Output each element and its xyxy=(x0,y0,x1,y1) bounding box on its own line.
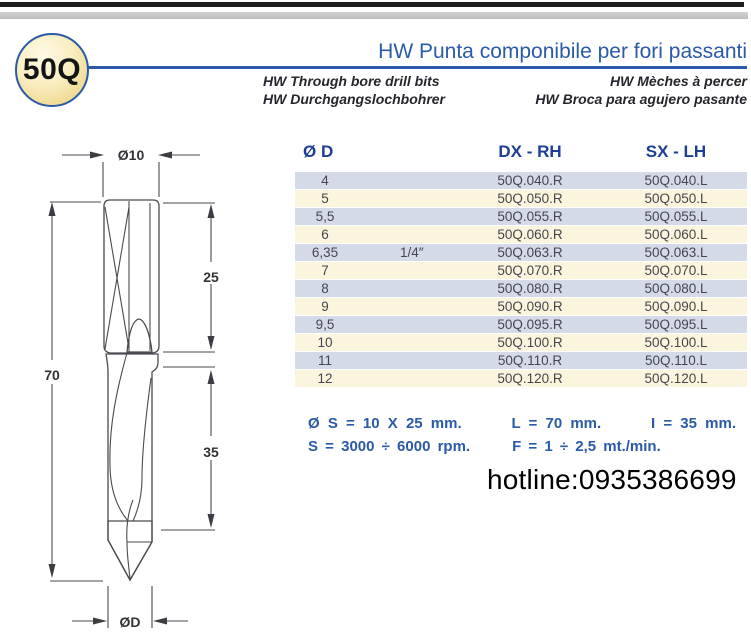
dx-code-cell: 50Q.050.R xyxy=(497,191,563,206)
subtitle-spanish: HW Broca para agujero pasante xyxy=(535,91,747,107)
spec-line xyxy=(308,415,736,438)
col-header-diameter: Ø D xyxy=(303,142,334,161)
sx-code-cell: 50Q.040.L xyxy=(644,173,708,188)
table-row xyxy=(295,352,747,369)
dx-code-cell: 50Q.100.R xyxy=(497,335,563,350)
dx-code-cell: 50Q.090.R xyxy=(497,299,563,314)
sx-code-cell: 50Q.090.L xyxy=(644,299,708,314)
dim-label-shank-length: 25 xyxy=(203,269,219,285)
arrowhead xyxy=(158,152,172,159)
subtitle-row xyxy=(263,91,747,109)
arrowhead xyxy=(90,152,104,159)
dim-label-overall-length: 70 xyxy=(44,367,60,383)
dim-label-tip-diameter: ØD xyxy=(119,614,141,630)
subtitle-english: HW Through bore drill bits xyxy=(263,73,440,89)
inch-cell xyxy=(355,208,455,225)
table-header-row xyxy=(295,142,747,172)
arrowhead xyxy=(93,618,107,625)
sx-code-cell: 50Q.060.L xyxy=(644,227,708,242)
parts-table xyxy=(295,142,747,388)
inch-cell xyxy=(355,172,455,189)
spec-line xyxy=(308,438,736,461)
dim-label-flute-length: 35 xyxy=(203,444,219,460)
diameter-cell: 5 xyxy=(321,191,329,206)
arrowhead xyxy=(49,202,56,216)
top-black-bar xyxy=(0,2,744,7)
dx-code-cell: 50Q.120.R xyxy=(497,371,563,386)
flute-spiral xyxy=(110,353,128,521)
title-underline xyxy=(72,66,747,69)
page-title: HW Punta componibile per fori passanti xyxy=(378,40,747,63)
dx-code-cell: 50Q.110.R xyxy=(497,353,563,368)
sx-code-cell: 50Q.100.L xyxy=(644,335,708,350)
inch-cell xyxy=(355,226,455,243)
table-row xyxy=(295,280,747,297)
col-header-dx-rh: DX - RH xyxy=(498,142,562,161)
sx-code-cell: 50Q.095.L xyxy=(644,317,708,332)
dx-code-cell: 50Q.095.R xyxy=(497,317,563,332)
sx-code-cell: 50Q.080.L xyxy=(644,281,708,296)
dx-code-cell: 50Q.055.R xyxy=(497,209,563,224)
hotline-watermark: hotline:0935386699 xyxy=(487,464,737,495)
dim-label-shank-diameter: Ø10 xyxy=(117,147,145,163)
spec-flute-length: I = 35 mm. xyxy=(651,415,736,432)
arrowhead xyxy=(49,564,56,578)
diameter-cell: 11 xyxy=(317,353,332,368)
diameter-cell: 12 xyxy=(317,371,333,386)
diameter-cell: 10 xyxy=(317,335,333,350)
subtitle-german: HW Durchgangslochbohrer xyxy=(263,91,446,107)
sx-code-cell: 50Q.055.L xyxy=(644,209,708,224)
inch-cell: 1/4″ xyxy=(400,245,424,260)
sx-code-cell: 50Q.063.L xyxy=(644,245,708,260)
inch-cell xyxy=(355,334,455,351)
inch-cell xyxy=(355,298,455,315)
table-row xyxy=(295,172,747,189)
product-code-badge xyxy=(15,33,89,107)
arrowhead xyxy=(208,370,215,384)
dx-code-cell: 50Q.060.R xyxy=(497,227,563,242)
diameter-cell: 5,5 xyxy=(315,209,335,224)
table-row xyxy=(295,334,747,351)
inch-cell xyxy=(355,262,455,279)
table-row xyxy=(295,190,747,207)
arrowhead xyxy=(153,618,167,625)
drill-tip xyxy=(108,521,152,580)
sx-code-cell: 50Q.110.L xyxy=(644,353,708,368)
table-row xyxy=(295,226,747,243)
top-gray-bar xyxy=(0,12,748,19)
diameter-cell: 9 xyxy=(321,299,329,314)
flute-spiral xyxy=(133,378,151,521)
diameter-cell: 4 xyxy=(321,173,329,188)
spec-shank: Ø S = 10 X 25 mm. xyxy=(308,415,462,432)
table-row xyxy=(295,208,747,225)
sx-code-cell: 50Q.070.L xyxy=(644,263,708,278)
table-row xyxy=(295,262,747,279)
table-row xyxy=(295,370,747,387)
table-row xyxy=(295,298,747,315)
sx-code-cell: 50Q.050.L xyxy=(644,191,708,206)
col-header-sx-lh: SX - LH xyxy=(645,142,707,161)
inch-cell xyxy=(355,316,455,333)
dx-code-cell: 50Q.070.R xyxy=(497,263,563,278)
dx-code-cell: 50Q.040.R xyxy=(497,173,563,188)
inch-cell xyxy=(355,280,455,297)
flute-arch xyxy=(127,319,152,352)
diameter-cell: 7 xyxy=(321,263,329,278)
arrowhead xyxy=(208,514,215,528)
diameter-cell: 6 xyxy=(321,227,329,242)
spec-overall-length: L = 70 mm. xyxy=(511,415,602,432)
diameter-cell: 8 xyxy=(321,281,329,296)
spec-speed: S = 3000 ÷ 6000 rpm. xyxy=(308,438,471,455)
diameter-cell: 9,5 xyxy=(315,317,335,332)
table-row xyxy=(295,316,747,333)
product-code-label: 50Q xyxy=(22,53,82,86)
inch-cell xyxy=(355,370,455,387)
arrowhead xyxy=(208,204,215,218)
inch-cell xyxy=(355,190,455,207)
dx-code-cell: 50Q.063.R xyxy=(497,245,563,260)
subtitle-block xyxy=(263,73,747,109)
dx-code-cell: 50Q.080.R xyxy=(497,281,563,296)
inch-cell xyxy=(355,352,455,369)
drill-bit-diagram xyxy=(0,128,290,637)
sx-code-cell: 50Q.120.L xyxy=(644,371,708,386)
spec-block xyxy=(308,415,736,461)
subtitle-french: HW Mèches à percer xyxy=(610,73,747,89)
diameter-cell: 6,35 xyxy=(311,245,339,260)
subtitle-row xyxy=(263,73,747,91)
spec-feed: F = 1 ÷ 2,5 mt./min. xyxy=(512,438,661,455)
table-row xyxy=(295,244,747,261)
arrowhead xyxy=(208,336,215,350)
